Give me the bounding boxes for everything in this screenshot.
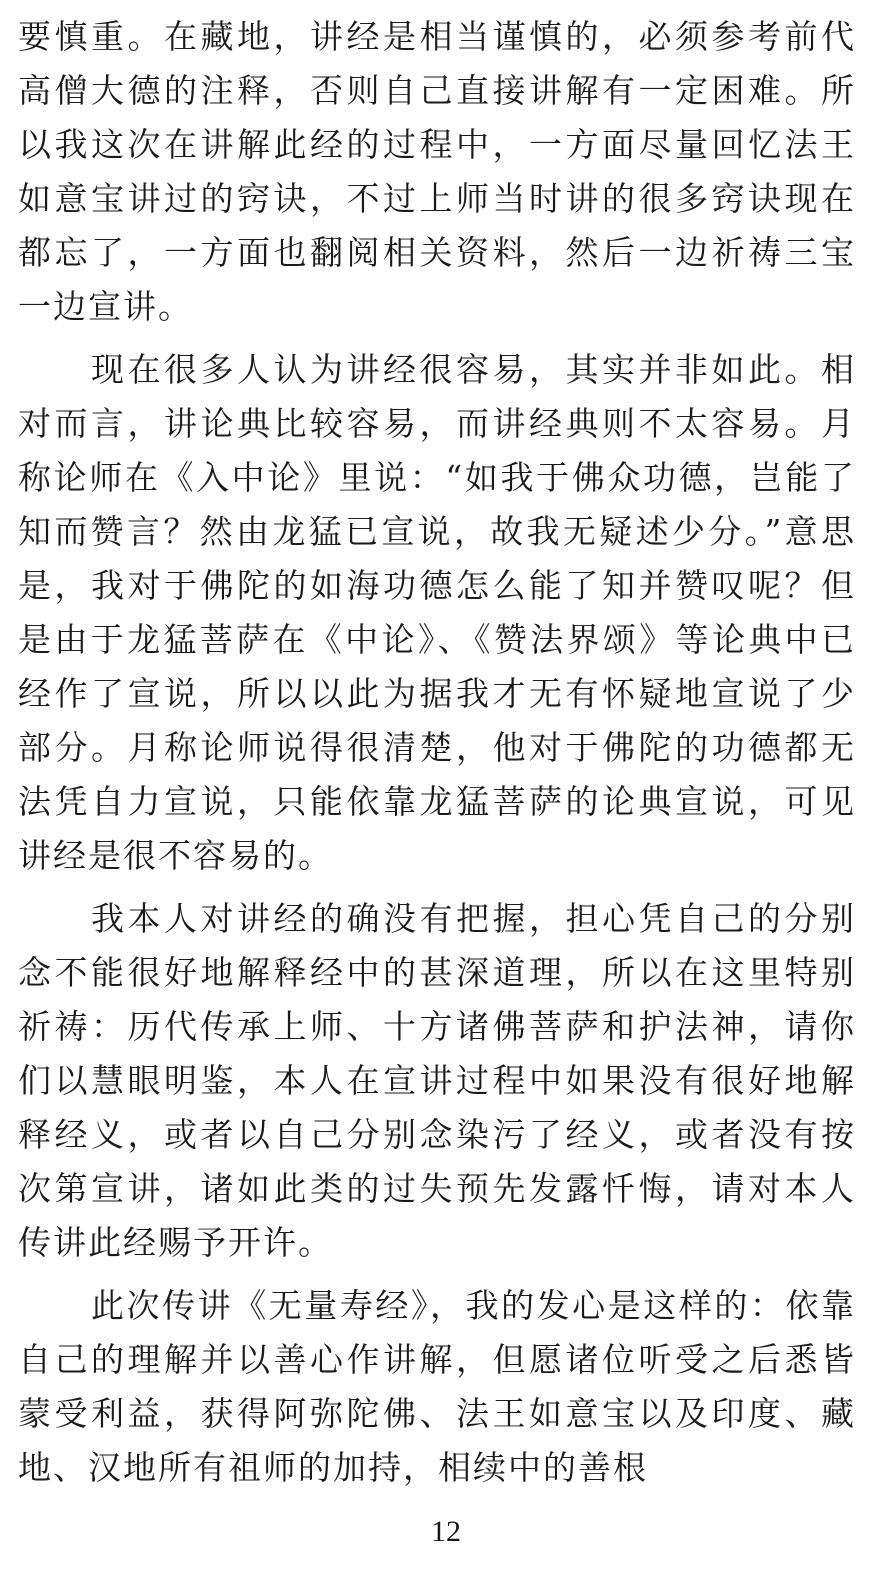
page-number: 12 xyxy=(431,1515,461,1548)
paragraph-3: 我本人对讲经的确没有把握，担心凭自己的分别念不能很好地解释经中的甚深道理，所以在这里特别祈祷：历代传承上师、十方诸佛菩萨和护法神，请你们以慧眼明鉴，本人在宣讲过程中如果没有很好地解释经义，或者以自己分别念染污了经义，或者没有按次第宣讲，诸如此类的过失预先发露忏悔，请对本人传讲此经赐予开许。 xyxy=(18,899,856,1262)
paragraph-2: 现在很多人认为讲经很容易，其实并非如此。相对而言，讲论典比较容易，而讲经典则不太容易。月称论师在《入中论》里说：“如我于佛众功德，岂能了知而赞言？然由龙猛已宣说，故我无疑述少分。”意思是，我对于佛陀的如海功德怎么能了知并赞叹呢？但是由于龙猛菩萨在《中论》、《赞法界颂》等论典中已经作了宣说，所以以此为据我才无有怀疑地宣说了少部分。月称论师说得很清楚，他对于佛陀的功德都无法凭自力宣说，只能依靠龙猛菩萨的论典宣说，可见讲经是很不容易的。 xyxy=(18,350,856,875)
paragraph-4: 此次传讲《无量寿经》，我的发心是这样的：依靠自己的理解并以善心作讲解，但愿诸位听受之后悉皆蒙受利益，获得阿弥陀佛、法王如意宝以及印度、藏地、汉地所有祖师的加持，相续中的善根 xyxy=(18,1286,856,1487)
document-page xyxy=(18,10,856,1495)
paragraph-1: 要慎重。在藏地，讲经是相当谨慎的，必须参考前代高僧大德的注释，否则自己直接讲解有一定困难。所以我这次在讲解此经的过程中，一方面尽量回忆法王如意宝讲过的窍诀，不过上师当时讲的很多窍诀现在都忘了，一方面也翻阅相关资料，然后一边祈祷三宝一边宣讲。 xyxy=(18,17,856,326)
